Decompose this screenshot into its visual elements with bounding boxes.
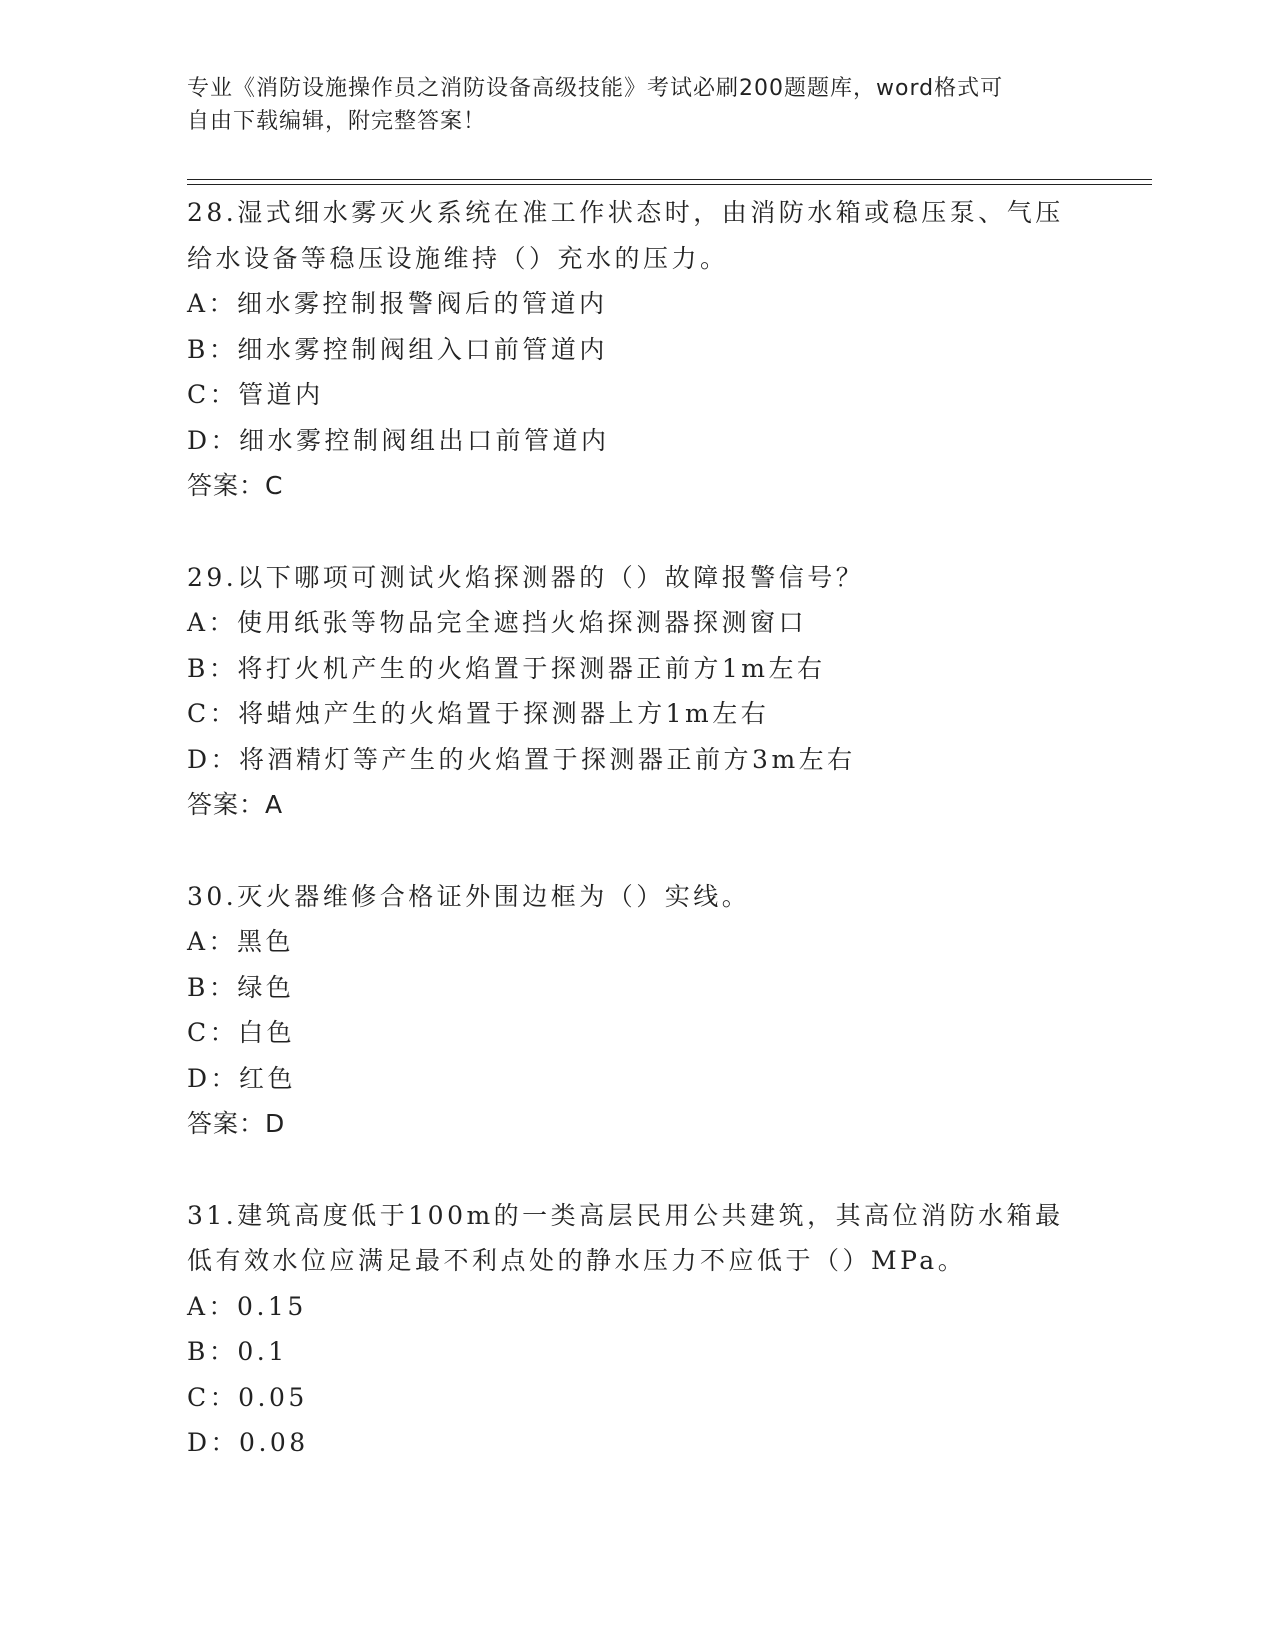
option-c: C：白色 (187, 1018, 296, 1047)
question-30 (187, 874, 1147, 1147)
option-d: D：细水雾控制阀组出口前管道内 (187, 425, 610, 455)
option-a: A：0.15 (187, 1291, 307, 1321)
header-line-1: 专业《消防设施操作员之消防设备高级技能》考试必刷200题题库，word格式可 (187, 76, 1004, 101)
document-header (187, 72, 1087, 138)
answer-line: 答案：A (187, 790, 284, 819)
question-29 (187, 555, 1147, 828)
header-line-2: 自由下载编辑，附完整答案！ (187, 109, 487, 134)
option-d: D：将酒精灯等产生的火焰置于探测器正前方3m左右 (187, 744, 856, 774)
option-b: B：将打火机产生的火焰置于探测器正前方1m左右 (187, 653, 826, 683)
option-b: B：0.1 (187, 1337, 288, 1366)
header-divider-top (187, 179, 1152, 180)
question-28 (187, 190, 1147, 509)
option-b: B：绿色 (187, 972, 295, 1002)
option-d: D：0.08 (187, 1428, 309, 1457)
question-31 (187, 1193, 1147, 1466)
header-divider-bottom (187, 184, 1152, 185)
answer-line: 答案：C (187, 471, 284, 500)
question-stem-line: 31.建筑高度低于100m的一类高层民用公共建筑，其高位消防水箱最 (187, 1200, 1064, 1230)
question-list (187, 190, 1147, 1512)
option-a: A：细水雾控制报警阀后的管道内 (187, 289, 608, 318)
option-c: C：将蜡烛产生的火焰置于探测器上方1m左右 (187, 699, 770, 728)
answer-line: 答案：D (187, 1109, 286, 1138)
option-a: A：使用纸张等物品完全遮挡火焰探测器探测窗口 (187, 608, 808, 637)
option-a: A：黑色 (187, 927, 295, 956)
question-stem-line: 给水设备等稳压设施维持（）充水的压力。 (187, 243, 729, 273)
question-stem-line: 29.以下哪项可测试火焰探测器的（）故障报警信号？ (187, 562, 865, 592)
option-d: D：红色 (187, 1063, 297, 1093)
option-c: C：0.05 (187, 1382, 308, 1412)
option-b: B：细水雾控制阀组入口前管道内 (187, 334, 608, 364)
question-stem-line: 28.湿式细水雾灭火系统在准工作状态时，由消防水箱或稳压泵、气压 (187, 198, 1064, 227)
question-stem-line: 30.灭火器维修合格证外围边框为（）实线。 (187, 881, 751, 911)
option-c: C：管道内 (187, 380, 324, 409)
question-stem-line: 低有效水位应满足最不利点处的静水压力不应低于（）MPa。 (187, 1246, 967, 1275)
